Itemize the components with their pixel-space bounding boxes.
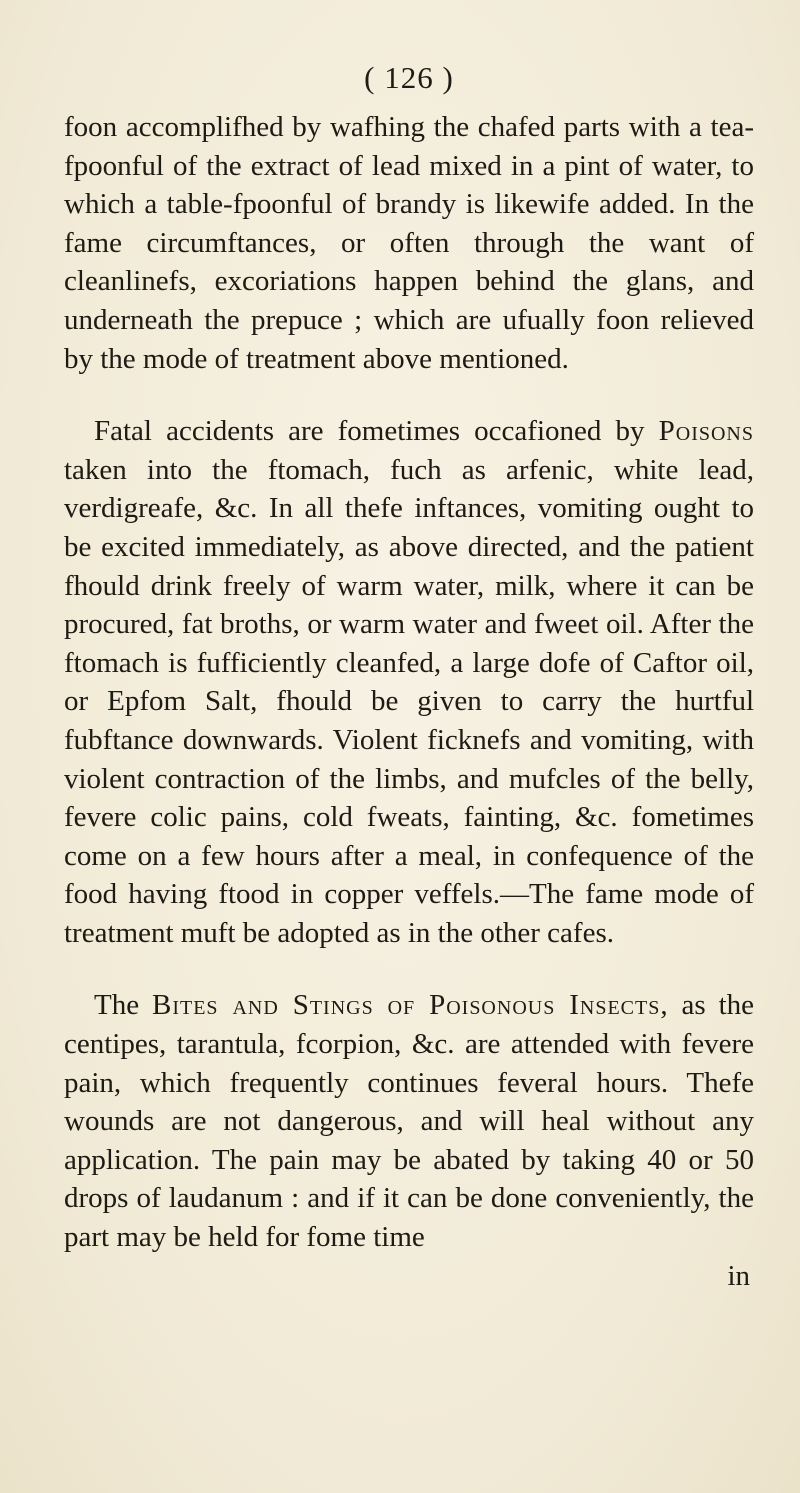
paragraph-continuation: foon accomplifhed by wafhing the chafed parts with a tea-fpoonful of the extract of lead mixed in a pint of water, to which a table-fpoonful of brandy is likewife added. In the fame circumftances, or often through the want of cleanlinefs, excoriations happen behind the glans, and underneath the prepuce ; which are ufually foon relieved by the mode of treatment above mentioned. (64, 111, 754, 375)
paragraph-poisons (64, 412, 754, 952)
paragraph-insects (64, 986, 754, 1256)
poisons-heading: Poisons (658, 415, 754, 448)
poisons-body: taken into the ftomach, fuch as arfenic, white lead, verdigreafe, &c. In all thefe inftances, vomiting ought to be excited immediately, as above directed, and the patient fhould drink freely of warm water, milk, where it can be procured, fat broths, or warm water and fweet oil. After the ftomach is fufficiently cleanfed, a large dofe of Caftor oil, or Epfom Salt, fhould be given to carry the hurtful fubftance downwards. Violent ficknefs and vomiting, with violent contraction of the limbs, and mufcles of the belly, fevere colic pains, cold fweats, fainting, &c. fometimes come on a few hours after a meal, in confequence of the food having ftood in copper veffels.—The fame mode of treatment muft be adopted as in the other cafes. (64, 453, 754, 949)
insects-body: as the centipes, tarantula, fcorpion, &c. are attended with fevere pain, which frequently continues feveral hours. Thefe wounds are not dangerous, and will heal without any application. The pain may be abated by taking 40 or 50 drops of laudanum : and if it can be done conveniently, the part may be held for fome time (64, 989, 754, 1254)
paragraph-gap (64, 952, 754, 986)
poisons-lead: Fatal accidents are fometimes occafioned by (94, 415, 659, 448)
insects-lead: The (94, 989, 152, 1022)
page-number-header: ( 126 ) (364, 60, 454, 95)
paragraph-gap (64, 378, 754, 412)
insects-heading: Bites and Stings of Poisonous Insects, (152, 989, 669, 1022)
catchword: in (727, 1259, 750, 1292)
